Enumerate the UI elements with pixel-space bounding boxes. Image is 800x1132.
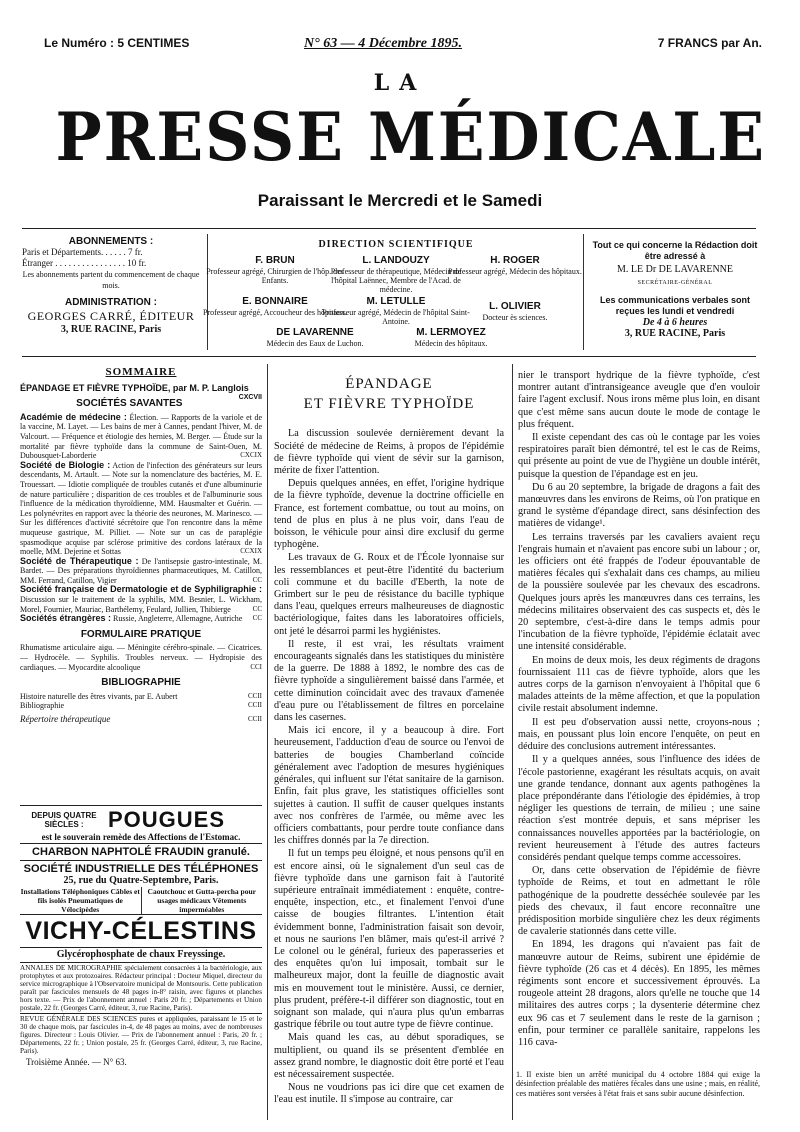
toc-page: CCXIX [240,547,262,556]
price-paris: Paris et Départements. . . . . . 7 fr. [22,247,143,257]
redaction-communications: Les communications verbales sont reçues les lundi et vendredi [599,295,751,316]
ad-revue: REVUE GÉNÉRALE DES SCIENCES pures et appliquées, paraissant le 15 et le 30 de chaque mois, par fascicules in-4, de 48 pages au moins, avec de nombreuses figures. Directeur : Louis Olivier. — Prix de l'abonnement annuel : Paris, 20 fr. ; Départements, 22 fr. ; Union postale, 25 fr. (Georges Carré, éditeur, 3, rue Racine, Paris). [20,1014,262,1055]
director-entry [376,327,526,348]
director-role: Médecin des hôpitaux. [414,339,488,348]
masthead-article: LA [373,70,427,96]
toc-entry: Répertoire thérapeutique CCII [20,714,262,724]
director-name: L. OLIVIER [489,301,541,312]
director-role: Professeur agrégé, Accoucheur des hôpitaux. [203,308,347,317]
subscriptions-note: Les abonnements partent du commencement de chaque mois. [22,270,200,290]
header-rule-bottom [22,356,756,357]
toc-entry: Académie de médecine : Élection. — Rapports de la variole et de la vaccine, M. Layet. — Les bains de mer à Cannes, pendant l'hiver, M. de Valcourt. — Fréquence et étiologie des hernies, M. Berger. — Étude sur la mortalité par fièvre typhoïde dans la commune de Saint-Ouen, M. Dubousquet-Laborderie CXCIX [20,411,263,461]
annual-price: 7 FRANCS par An. [657,36,762,50]
header-divider-left [207,234,208,350]
masthead-subtitle: Paraissant le Mercredi et le Samedi [257,191,543,210]
toc-entry: Société de Biologie : Action de l'infection des générateurs sur leurs descendants, M. Artault. — Note sur la nomenclature des bactéries, M. E. Trouessart. — Idiotie compliquée de troubles cutanés et d'une albuminurie de nature particulière ; disparition de ces troubles et de l'albuminurie sous l'influence de la médication thyroïdienne, MM. Hausmalter et Guérin. — Les polynévrites en rapport avec la théorie des neurones, M. Marinesco. — Sur les différences d'activité sécrétoire que l'on rencontre dans la même muqueuse gastrique, M. Pilliet. — Note sur un cas de paraplégie spasmodique acquise par sclérose primitive des cordons latéraux de la moelle, MM. Dejerine et Sottas CCXIX [20,459,263,557]
ad-telephones-address: 25, rue du Quatre-Septembre, Paris. [63,875,219,886]
article-paragraph: Or, dans cette observation de l'épidémie de fièvre typhoïde de Reims, et tout en admettant le rôle pathogénique de la poudrette desséchée soulevée par les pieds des chevaux, il faut encore reconnaître une prédisposition morbide singulière chez les deux régiments de cavalerie stationnés dans cette ville. [518,865,760,938]
ad-telephones [20,860,262,914]
masthead-title: PRESSE MÉDICALE [55,98,766,176]
director-role: Médecin des Eaux de Luchon. [266,339,364,348]
redaction-box [590,240,760,339]
price-abroad: Étranger . . . . . . . . . . . . . . . . 10 fr. [22,258,147,268]
redaction-name: M. LE Dr DE LAVARENNE [616,264,733,275]
header-divider-right [583,234,584,350]
director-name: F. BRUN [255,255,295,266]
ad-annales: ANNALES DE MICROGRAPHIE spécialement consacrées à la bactériologie, aux protophytes et aux protozoaires. Rédacteur principal : Docteur Miquel, directeur du service micrographique à l'Observatoire municipal de Montsouris. Cette publication paraît par fascicules mensuels de 48 pages in-8° raisin, avec figures et planches hors texte. — Prix de l'abonnement annuel : Paris 20 fr. ; Départements et Union postale, 22 fr. (Georges Carré, éditeur, 3, rue Racine, Paris). [20,964,262,1013]
column-divider [512,364,513,1120]
ad-pougues-name: POUGUES [108,807,226,832]
article-column-2 [518,370,760,1050]
director-name: DE LAVARENNE [276,327,354,338]
director-entry [440,255,590,276]
column-divider [267,364,268,1120]
admin-address: 3, RUE RACINE, Paris [60,324,162,335]
ad-pougues-pre: DEPUIS QUATRE SIÈCLES : [31,811,97,829]
article-paragraph: Il fut un temps peu éloigné, et nous pensons qu'il en est encore ainsi, où le signalement d'un seul cas de fièvre typhoïde dans une garnison fait à l'autorité supérieure entraînait immédiatement : enquête, contre-enquête, inspection, etc., et finalement l'envoi d'une caisse de bougies filtrantes. L'intention était évidemment bonne, l'administration faisait son devoir, et nous ne saurions l'en blâmer, mais qu'est-il arrivé ? Le colonel ou le général, furieux des paperasseries et des enquêtes qu'on lui imposait, tombait sur le malheureux major, dont la feuille de diagnostic avait mis en mouvement tout le ministère. Aussi, ce dernier, plus prudent, préfère-t-il différer son diagnostic, tout en soignant son malade, qui n'aura plus qu'un embarras gastrique fébrile ou tout autre type de fièvre continue. [274,848,504,1031]
ad-glycero: Glycérophosphate de chaux Freyssinge. [20,947,262,962]
toc-lead: ÉPANDAGE ET FIÈVRE TYPHOÏDE, par M. P. Langlois CXCVII [20,382,262,402]
toc-page: CC [252,614,262,623]
toc-page: CC [252,575,262,584]
article-footnote: 1. Il existe bien un arrêté municipal du 4 octobre 1884 qui exige la désinfection préalable des matières fécales dans une usine ; mais, en réalité, ces matières sont versées à l'état frais et sans subir aucune désinfection. [516,1070,760,1098]
director-role: Professeur de thérapeutique, Médecin de l'hôpital Laënnec, Membre de l'Acad. de médecine. [330,267,462,294]
top-line [44,36,762,56]
redaction-address: 3, RUE RACINE, Paris [624,328,726,339]
societes-title: SOCIÉTÉS SAVANTES [76,398,183,410]
direction-title: DIRECTION SCIENTIFIQUE [318,239,474,250]
subscriptions-box [22,236,200,335]
redaction-hours: De 4 à 6 heures [642,317,708,328]
director-name: M. LERMOYEZ [416,327,486,338]
director-role: Professeur agrégé, Chirurgien de l'hôp. des Enfants. [206,267,344,285]
toc-entry: Rhumatisme articulaire aigu. — Méningite cérébro-spinale. — Cicatrices. — Hydrocèle. — Syphilis. Troubles nerveux. — Hydropisie des cardiaques. — Myocardite alcoolique CCI [20,643,262,672]
director-name: E. BONNAIRE [242,296,308,307]
director-entry [440,301,590,322]
article-column-1 [274,370,504,1108]
article-paragraph: nier le transport hydrique de la fièvre typhoïde, c'est montrer autant d'intransigeance aveugle que d'en vouloir faire l'agent exclusif. Nous irons même plus loin, en disant que c'est même sans aucun doute le mode de contage le plus fréquent. [518,370,760,430]
director-role: Docteur ès sciences. [482,313,548,322]
formulaire-title: FORMULAIRE PRATIQUE [80,628,202,640]
toc-entry: Bibliographie CCII [20,701,262,711]
ad-telephones-name: SOCIÉTÉ INDUSTRIELLE DES TÉLÉPHONES [23,863,259,875]
admin-name: GEORGES CARRÉ, ÉDITEUR [27,309,195,323]
toc-page: CCI [250,662,262,671]
toc-page: CC [252,604,262,613]
article-paragraph: Les travaux de G. Roux et de l'École lyonnaise sur les ressemblances et peut-être l'identité du bacterium coli commune et du bacille d'Eberth, la note de Grimbert sur le peu de résistance du bacille typhique dans l'eau, quelques erreurs malheureuses de diagnostic bactériologique, faites dans les laboratoires officiels, ont jeté le désarroi parmi les hygiénistes. [274,552,504,637]
article-paragraph: Il reste, il est vrai, les résultats vraiment encourageants signalés dans les statistiques du ministère de la guerre. De 1888 à 1892, le nombre des cas de fièvre typhoïde a singulièrement baissé dans l'armée, et cette diminution coïncidait avec des travaux d'amenée d'eau pure ou l'établissement de filtres en porcelaine dans les casernes. [274,638,504,724]
toc-entry: Société française de Dermatologie et de Syphiligraphie : Discussion sur le traitement de la syphilis, MM. Besnier, L. Wickham, Morel, Fournier, Mauriac, Barthélemy, Feulard, Jullien, Thibierge CC [20,584,262,614]
article-paragraph: Nous ne voudrions pas ici dire que cet examen de l'eau est inutile. Il s'impose au contraire, car [274,1082,504,1106]
table-of-contents [20,368,262,725]
article-paragraph: Mais quand les cas, au début sporadiques, se multiplient, ou quand ils se présentent d'emblée en assez grand nombre, le diagnostic doit être porté et l'eau est nécessairement suspectée. [274,1032,504,1080]
ad-pougues [20,805,262,843]
admin-title: ADMINISTRATION : [64,297,158,308]
article-paragraph: Depuis quelques années, en effet, l'origine hydrique de la fièvre typhoïde, devenue la doctrine officielle en France, est fortement combattue, ou tout au moins, on tend de plus en plus à ne plus voir, dans l'eau de boisson, le véhicule pour ainsi dire exclusif du germe typhogène. [274,478,504,551]
director-role: Professeur agrégé, Médecin de l'hôpital Saint-Antoine. [322,308,470,326]
article-paragraph: Mais ici encore, il y a beaucoup à dire. Fort heureusement, l'adduction d'eau de source ou l'envoi de batteries de bougies Chamberland coïncide généralement avec l'adoption de mesures hygiéniques générales, qui influent sur l'état sanitaire de la garnison. Enfin, fait plus grave, les statistiques officielles sont sujettes à caution. Il suffit de causer quelques instants avec nos confrères de l'armée, ou même avec les officiers combattants, pour perdre toute confiance dans les chiffres donnés par la 7e direction. [274,725,504,847]
article-paragraph: En 1894, les dragons qui n'avaient pas fait de manœuvre autour de Reims, subirent une épidémie de fièvre typhoïde (26 cas et 4 décès). En 1895, les mêmes régiments sont encore et successivement éprouvés. La rougeole atteint 28 dragons, alors qu'elle ne touche que 14 militaires des autres corps ; la dysenterie détermine chez eux 96 cas et 7 seulement dans le reste de la garnison ; enfin, pour terminer ce parallèle sanitaire, rappelons les 116 cava- [518,939,760,1048]
ad-charbon: CHARBON NAPHTOLÉ FRAUDIN granulé. [20,843,262,860]
issue-price: Le Numéro : 5 CENTIMES [44,36,190,50]
ad-vichy: VICHY-CÉLESTINS [20,914,262,947]
director-role: Professeur agrégé, Médecin des hôpitaux. [448,267,582,276]
bibliographie-title: BIBLIOGRAPHIE [101,677,181,689]
article-paragraph: Il est peu d'observation aussi nette, croyons-nous ; mais, en poussant plus loin encore l'enquête, on peut en déduire des conclusions autrement intéressantes. [518,716,760,753]
director-name: H. ROGER [490,255,540,266]
issue-year: Troisième Année. — N° 63. [26,1057,127,1068]
sommaire-title: SOMMAIRE [105,366,177,378]
toc-entry: Histoire naturelle des êtres vivants, par E. Aubert CCII [20,691,262,701]
toc-entry: Société de Thérapeutique : De l'antisepsie gastro-intestinale, M. Bardet. — Des préparations thyroïdiennes pharmaceutiques, M. Catillon, MM. Ferrand, Catillon, Vigier CC [20,555,263,585]
advertisements [20,805,262,1067]
toc-page: CCII [248,715,262,723]
ad-telephones-right: Caoutchouc et Gutta-percha pour usages médicaux Vêtements imperméables [147,887,256,914]
article-title-line2: ET FIÈVRE TYPHOÏDE [303,396,475,413]
redaction-role: SECRÉTAIRE-GÉNÉRAL [637,280,713,286]
header-rule-top [22,228,756,229]
toc-entry: Sociétés étrangères : Russie, Angleterre, Allemagne, Autriche CC [20,613,262,624]
article-paragraph: Du 6 au 20 septembre, la brigade de dragons a fait des manœuvres dans les environs de Reims, où l'on pratique en grand le système d'épandage direct, sans désinfection des matières de vidange¹. [518,481,760,530]
article-paragraph: Il y a quelques années, sous l'influence des idées de l'école pastorienne, exagérant les résultats acquis, on avait une grande tendance, donnant aux agents pathogènes la place prépondérante dans l'étiologie des épidémies, à trop négliger les questions de terrain, de milieu ; une saine réaction s'est montrée depuis, et sans mépriser les connaissances nouvelles apportées par la bactériologie, on revient heureusement à l'étude des autres facteurs considérés pendant quelque temps comme accessoires. [518,754,760,863]
article-paragraph: La discussion soulevée dernièrement devant la Société de médecine de Reims, à propos de l'épidémie de fièvre typhoïde qui vient de sévir sur la garnison, mérite de fixer l'attention. [274,428,504,477]
director-name: L. LANDOUZY [362,255,430,266]
article-paragraph: Il existe cependant des cas où le contage par les voies respiratoires paraît bien démontré, tel est le cas de Reims, qui présente au point de vue de l'hygiène un double intérêt, puisque la question de l'épandage est en jeu. [518,432,760,480]
article-title-line1: ÉPANDAGE [345,376,433,392]
subscriptions-title: ABONNEMENTS : [68,236,154,247]
toc-page: CCII [248,701,262,710]
toc-page: CXCIX [240,451,262,460]
ad-telephones-products [20,887,262,914]
toc-page: CXCVII [238,394,262,402]
toc-page: CCII [248,691,262,700]
redaction-intro: Tout ce qui concerne la Rédaction doit être adressé à [592,240,758,261]
director-entry [240,327,390,348]
article-paragraph: En moins de deux mois, les deux régiments de dragons fournissaient 111 cas de fièvre typhoïde, alors que les autres corps de la garnison n'envoyaient à l'hôpital que 6 malades atteints de la même affection, et que la population civile restait absolument indemne. [518,654,760,715]
issue-number-date: N° 63 — 4 Décembre 1895. [304,36,463,51]
ad-pougues-sub: est le souverain remède des Affections de l'Estomac. [41,832,241,842]
article-paragraph: Les terrains traversés par les cavaliers avaient reçu l'engrais humain et n'avaient pas encore subi un labour ; or, les officiers ont été frappés de l'odeur épouvantable de matières fécales qui s'exhalait dans ces champs, au milieu de la poussière soulevée par les chevaux des escadrons. Quelques jours après les manœuvres dans ces terrains, les médecins militaires observaient des cas suspects et, dès le 20 septembre, c'est-à-dire dans le temps admis pour l'incubation de la fièvre typhoïde, l'épidémie éclatait avec une intensité considérable. [518,531,760,653]
ad-telephones-left: Installations Téléphoniques Câbles et fils isolés Pneumatiques de Vélocipèdes [20,887,140,914]
director-name: M. LETULLE [366,296,426,307]
